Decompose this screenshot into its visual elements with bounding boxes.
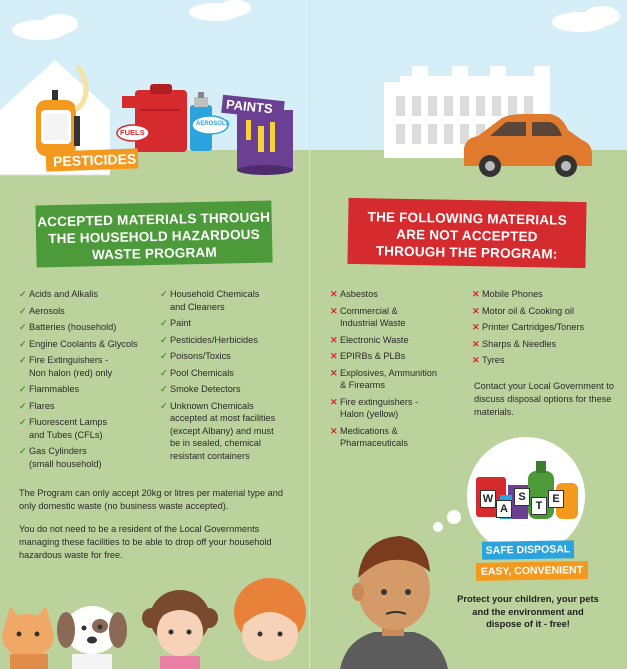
list-item	[19, 288, 159, 301]
thought-bubble-medium	[447, 510, 461, 524]
list-item-label: Unknown Chemicals accepted at most facilities (except Albany) and must be in sealed, chemical resistant containers	[170, 400, 276, 461]
cross-icon: ✕	[330, 305, 338, 316]
list-item-label: Paint	[170, 318, 191, 328]
left-panel	[0, 0, 309, 669]
banner-line1: THE FOLLOWING MATERIALS	[367, 209, 568, 228]
list-item	[472, 338, 622, 351]
aerosols-label: AEROSOLS	[196, 121, 230, 127]
man-icon	[340, 536, 448, 669]
list-item	[330, 425, 466, 450]
cat-icon	[2, 606, 54, 669]
list-item	[472, 288, 622, 301]
waste-letter: T	[531, 497, 547, 515]
cross-icon: ✕	[472, 305, 480, 316]
list-item	[19, 354, 159, 379]
paints-label: PAINTS	[225, 96, 274, 117]
list-item	[330, 367, 466, 392]
cross-icon: ✕	[472, 338, 480, 349]
cross-icon: ✕	[472, 322, 480, 332]
cross-icon: ✕	[472, 289, 480, 299]
accepted-banner	[35, 201, 272, 268]
list-item	[472, 321, 622, 334]
cloud-icon	[552, 6, 620, 32]
banner-line3: THROUGH THE PROGRAM:	[375, 243, 558, 262]
list-item	[19, 383, 159, 396]
list-item	[160, 350, 308, 363]
cross-icon: ✕	[330, 334, 338, 345]
list-item-label: Engine Coolants & Glycols	[29, 338, 138, 349]
list-item-label: Motor oil & Cooking oil	[482, 305, 574, 316]
list-item	[19, 338, 159, 351]
list-item	[330, 305, 466, 330]
list-item-label: Acids and Alkalis	[29, 289, 98, 299]
not-accepted-list-col1	[330, 288, 466, 454]
accepted-highlight: ACCEPTED	[37, 212, 114, 230]
not-accepted-highlight: NOT ACCEPTED	[429, 227, 538, 245]
waste-letter: W	[480, 490, 496, 508]
list-item-label: Sharps & Needles	[482, 338, 557, 349]
accepted-list-col1	[19, 288, 159, 474]
list-item-label: Mobile Phones	[482, 289, 543, 299]
list-item	[160, 367, 308, 380]
list-item	[19, 400, 159, 413]
list-item-label: Flammables	[29, 384, 80, 394]
list-item	[330, 334, 466, 347]
list-item-label: Fire Extinguishers - Non halon (red) only	[29, 355, 113, 378]
list-item-label: Printer Cartridges/Toners	[482, 322, 585, 332]
list-item-label: Pool Chemicals	[170, 367, 234, 378]
list-item	[19, 445, 159, 470]
waste-letter: S	[514, 488, 530, 506]
cross-icon: ✕	[472, 355, 480, 365]
not-accepted-banner	[347, 198, 586, 268]
list-item-label: Fire extinguishers - Halon (yellow)	[340, 396, 419, 419]
list-item	[160, 383, 308, 396]
list-item-label: Poisons/Toxics	[170, 351, 231, 361]
cross-icon: ✕	[330, 367, 338, 378]
cross-icon: ✕	[330, 351, 338, 361]
list-item-label: Asbestos	[340, 289, 378, 299]
limit-paragraph: The Program can only accept 20kg or litres per material type and only domestic waste (no business waste accepted).	[19, 488, 284, 511]
easy-convenient-badge: EASY, CONVENIENT	[476, 561, 588, 581]
check-icon: ✓	[19, 400, 27, 411]
list-item	[19, 416, 159, 441]
list-item-label: Batteries (household)	[29, 322, 117, 332]
pesticides-label: PESTICIDES	[52, 150, 137, 170]
check-icon: ✓	[19, 289, 27, 299]
check-icon: ✓	[160, 289, 168, 299]
list-item-label: Commercial & Industrial Waste	[340, 305, 406, 328]
banner-line2-pre: ARE	[396, 226, 430, 243]
contact-paragraph: Contact your Local Government to discuss disposal options for these materials.	[474, 381, 614, 417]
list-item-label: Smoke Detectors	[170, 384, 241, 394]
residency-paragraph: You do not need to be a resident of the Local Governments managing these facilities to be able to drop off your household hazardous waste for free.	[19, 524, 272, 560]
safe-disposal-badge: SAFE DISPOSAL	[482, 540, 574, 560]
fuels-label: FUELS	[120, 128, 145, 137]
list-item-label: Household Chemicals and Cleaners	[170, 289, 260, 312]
list-item	[330, 396, 466, 421]
list-item	[330, 350, 466, 363]
banner-line2: THE HOUSEHOLD HAZARDOUS	[48, 226, 260, 247]
check-icon: ✓	[19, 384, 27, 394]
factory-car-illustration	[310, 0, 627, 200]
fuel-can-icon	[122, 84, 187, 152]
accepted-list-col2	[160, 288, 308, 466]
cross-icon: ✕	[330, 289, 338, 299]
check-icon: ✓	[160, 351, 168, 361]
list-item	[472, 305, 622, 318]
banner-line1-rest: MATERIALS THROUGH	[112, 209, 271, 228]
check-icon: ✓	[160, 384, 168, 394]
cross-icon: ✕	[330, 425, 338, 436]
list-item	[160, 400, 308, 463]
check-icon: ✓	[19, 305, 27, 316]
list-item-label: Gas Cylinders (small household)	[29, 446, 102, 469]
list-item	[160, 317, 308, 330]
list-item-label: Pesticides/Herbicides	[170, 334, 258, 345]
list-item-label: Electronic Waste	[340, 334, 409, 345]
check-icon: ✓	[19, 446, 27, 456]
list-item	[472, 354, 622, 367]
check-icon: ✓	[160, 400, 168, 411]
man-illustration	[310, 520, 460, 669]
check-icon: ✓	[160, 318, 168, 328]
list-item-label: Explosives, Ammunition & Firearms	[340, 367, 438, 390]
check-icon: ✓	[19, 338, 27, 349]
check-icon: ✓	[160, 334, 168, 345]
banner-line3: WASTE PROGRAM	[91, 244, 217, 263]
check-icon: ✓	[19, 417, 27, 427]
list-item-label: Aerosols	[29, 305, 65, 316]
boy-icon	[234, 578, 306, 661]
list-item	[19, 321, 159, 334]
waste-letter: E	[548, 490, 564, 508]
waste-letter: A	[496, 500, 512, 518]
check-icon: ✓	[19, 322, 27, 332]
list-item-label: EPIRBs & PLBs	[340, 351, 406, 361]
check-icon: ✓	[19, 355, 27, 365]
girl-icon	[142, 590, 218, 669]
list-item-label: Flares	[29, 400, 55, 411]
list-item-label: Medications & Pharmaceuticals	[340, 425, 408, 448]
children-pets-illustration	[0, 570, 309, 669]
check-icon: ✓	[160, 367, 168, 378]
list-item	[160, 334, 308, 347]
cross-icon: ✕	[330, 396, 338, 407]
list-item-label: Tyres	[482, 355, 505, 365]
list-item	[330, 288, 466, 301]
thought-bubble-small	[433, 522, 443, 532]
list-item	[160, 288, 308, 313]
list-item	[19, 305, 159, 318]
right-panel	[310, 0, 627, 669]
dog-icon	[57, 606, 127, 669]
not-accepted-list-col2	[472, 288, 622, 371]
protect-message: Protect your children, your pets and the environment and dispose of it - free!	[457, 593, 599, 629]
cloud-icon	[12, 0, 251, 40]
list-item-label: Fluorescent Lamps and Tubes (CFLs)	[29, 417, 108, 440]
